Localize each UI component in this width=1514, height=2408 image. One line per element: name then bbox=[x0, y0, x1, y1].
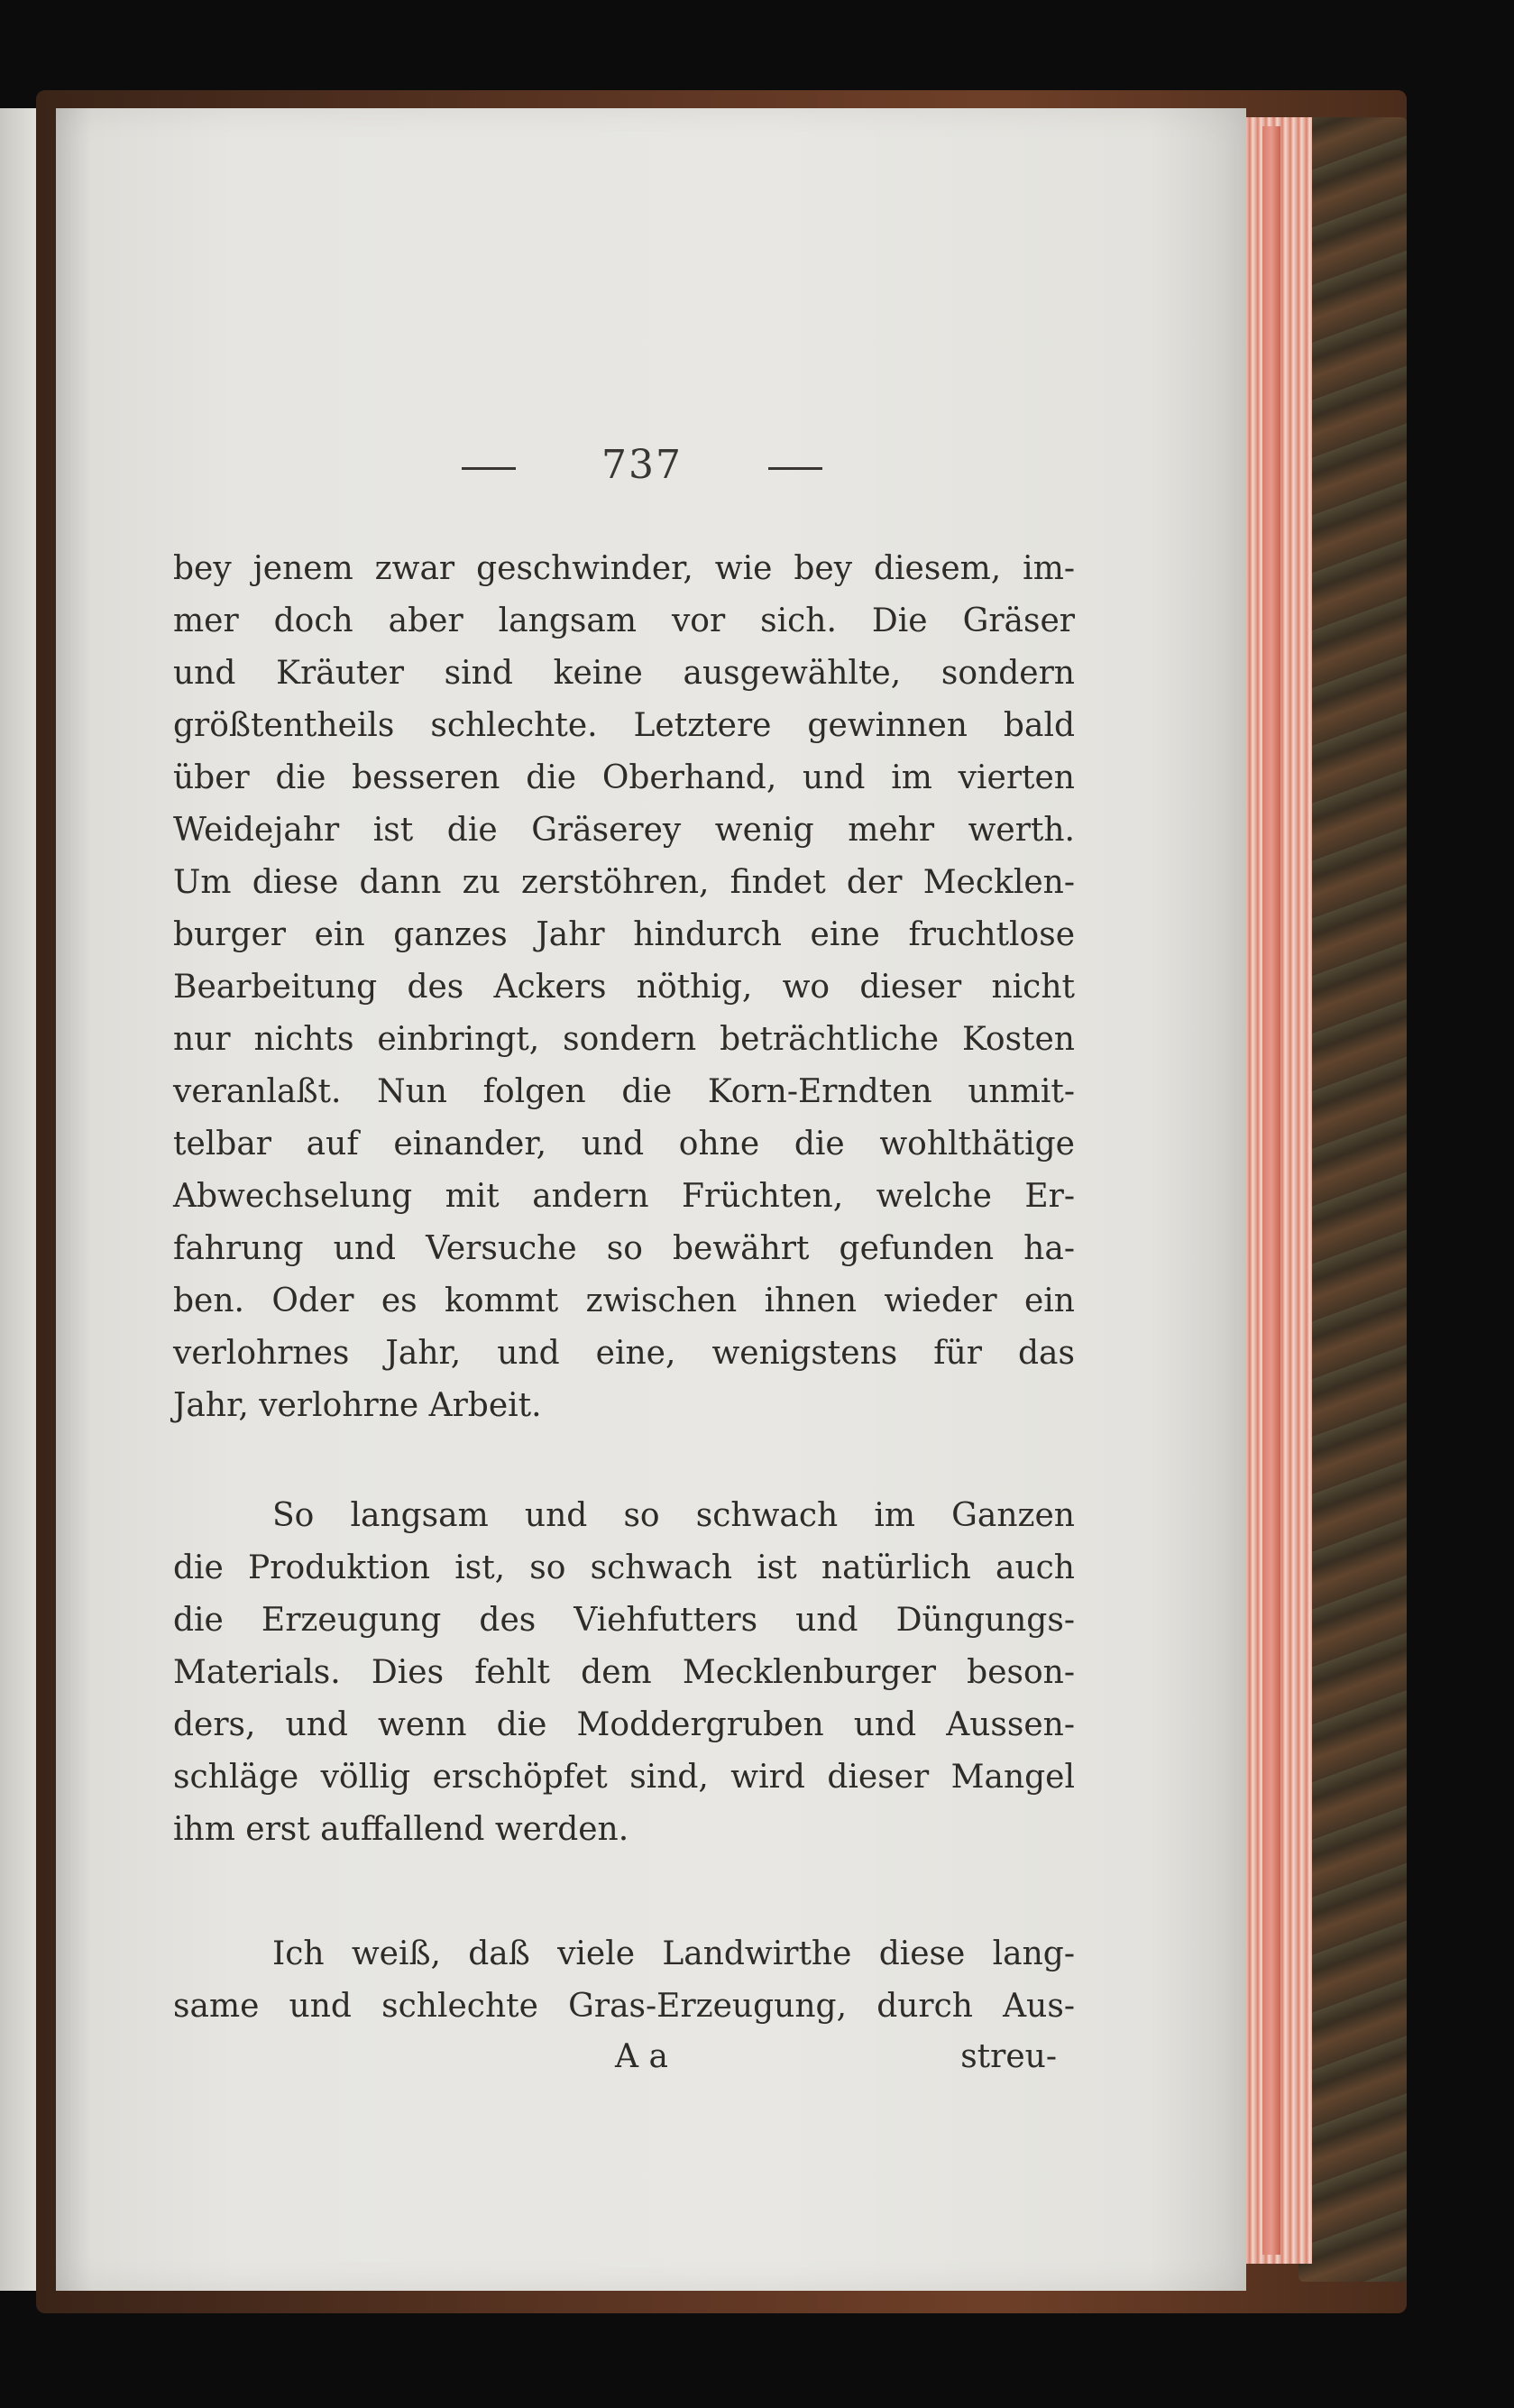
text-line: Materials. Dies fehlt dem Mecklenburger beson- bbox=[173, 1654, 1075, 1691]
marbled-cover-edge bbox=[1298, 117, 1407, 2282]
text-line: schläge völlig erschöpfet sind, wird dieser Mangel bbox=[173, 1759, 1075, 1796]
text-line: burger ein ganzes Jahr hindurch eine fruchtlose bbox=[173, 916, 1075, 953]
text-line: telbar auf einander, und ohne die wohlthätige bbox=[173, 1126, 1075, 1163]
text-line: die Erzeugung des Viehfutters und Düngungs- bbox=[173, 1602, 1075, 1639]
text-line: verlohrnes Jahr, und eine, wenigstens für das bbox=[173, 1335, 1075, 1372]
text-line: bey jenem zwar geschwinder, wie bey diesem, im- bbox=[173, 550, 1075, 587]
text-line: größtentheils schlechte. Letztere gewinnen bald bbox=[173, 707, 1075, 744]
catchword: streu- bbox=[960, 2038, 1057, 2075]
text-line: ihm erst auffallend werden. bbox=[173, 1811, 629, 1848]
text-line: veranlaßt. Nun folgen die Korn-Erndten unmit- bbox=[173, 1073, 1075, 1110]
text-line: Um diese dann zu zerstöhren, findet der Mecklen- bbox=[173, 864, 1075, 901]
paragraph-3 bbox=[173, 1928, 1075, 2033]
paragraph-2 bbox=[173, 1490, 1075, 1856]
header-dash-left bbox=[462, 467, 516, 470]
header-dash-right bbox=[768, 467, 822, 470]
text-line: Bearbeitung des Ackers nöthig, wo dieser nicht bbox=[173, 969, 1075, 1006]
text-line: same und schlechte Gras-Erzeugung, durch Aus- bbox=[173, 1988, 1075, 2025]
text-line: fahrung und Versuche so bewährt gefunden ha- bbox=[173, 1230, 1075, 1267]
text-line: ben. Oder es kommt zwischen ihnen wieder ein bbox=[173, 1282, 1075, 1319]
text-line: über die besseren die Oberhand, und im vierten bbox=[173, 759, 1075, 796]
text-line: und Kräuter sind keine ausgewählte, sondern bbox=[173, 655, 1075, 692]
signature-mark: A a bbox=[615, 2038, 668, 2075]
page-footer bbox=[173, 2038, 1075, 2091]
text-line: nur nichts einbringt, sondern beträchtliche Kosten bbox=[173, 1021, 1075, 1058]
text-line: Abwechselung mit andern Früchten, welche Er- bbox=[173, 1178, 1075, 1215]
red-edge-stripe bbox=[1262, 126, 1280, 2255]
text-line: die Produktion ist, so schwach ist natürlich auch bbox=[173, 1549, 1075, 1586]
paragraph-1 bbox=[173, 543, 1075, 1432]
text-line: mer doch aber langsam vor sich. Die Gräser bbox=[173, 602, 1075, 639]
page-header bbox=[462, 442, 822, 496]
text-line: Ich weiß, daß viele Landwirthe diese lang- bbox=[272, 1935, 1075, 1972]
text-line: Jahr, verlohrne Arbeit. bbox=[173, 1387, 542, 1424]
page-number: 737 bbox=[601, 442, 683, 488]
book-page bbox=[56, 108, 1246, 2291]
text-line: ders, und wenn die Moddergruben und Aussen- bbox=[173, 1706, 1075, 1743]
text-line: So langsam und so schwach im Ganzen bbox=[272, 1497, 1075, 1534]
text-line: Weidejahr ist die Gräserey wenig mehr werth. bbox=[173, 812, 1075, 849]
